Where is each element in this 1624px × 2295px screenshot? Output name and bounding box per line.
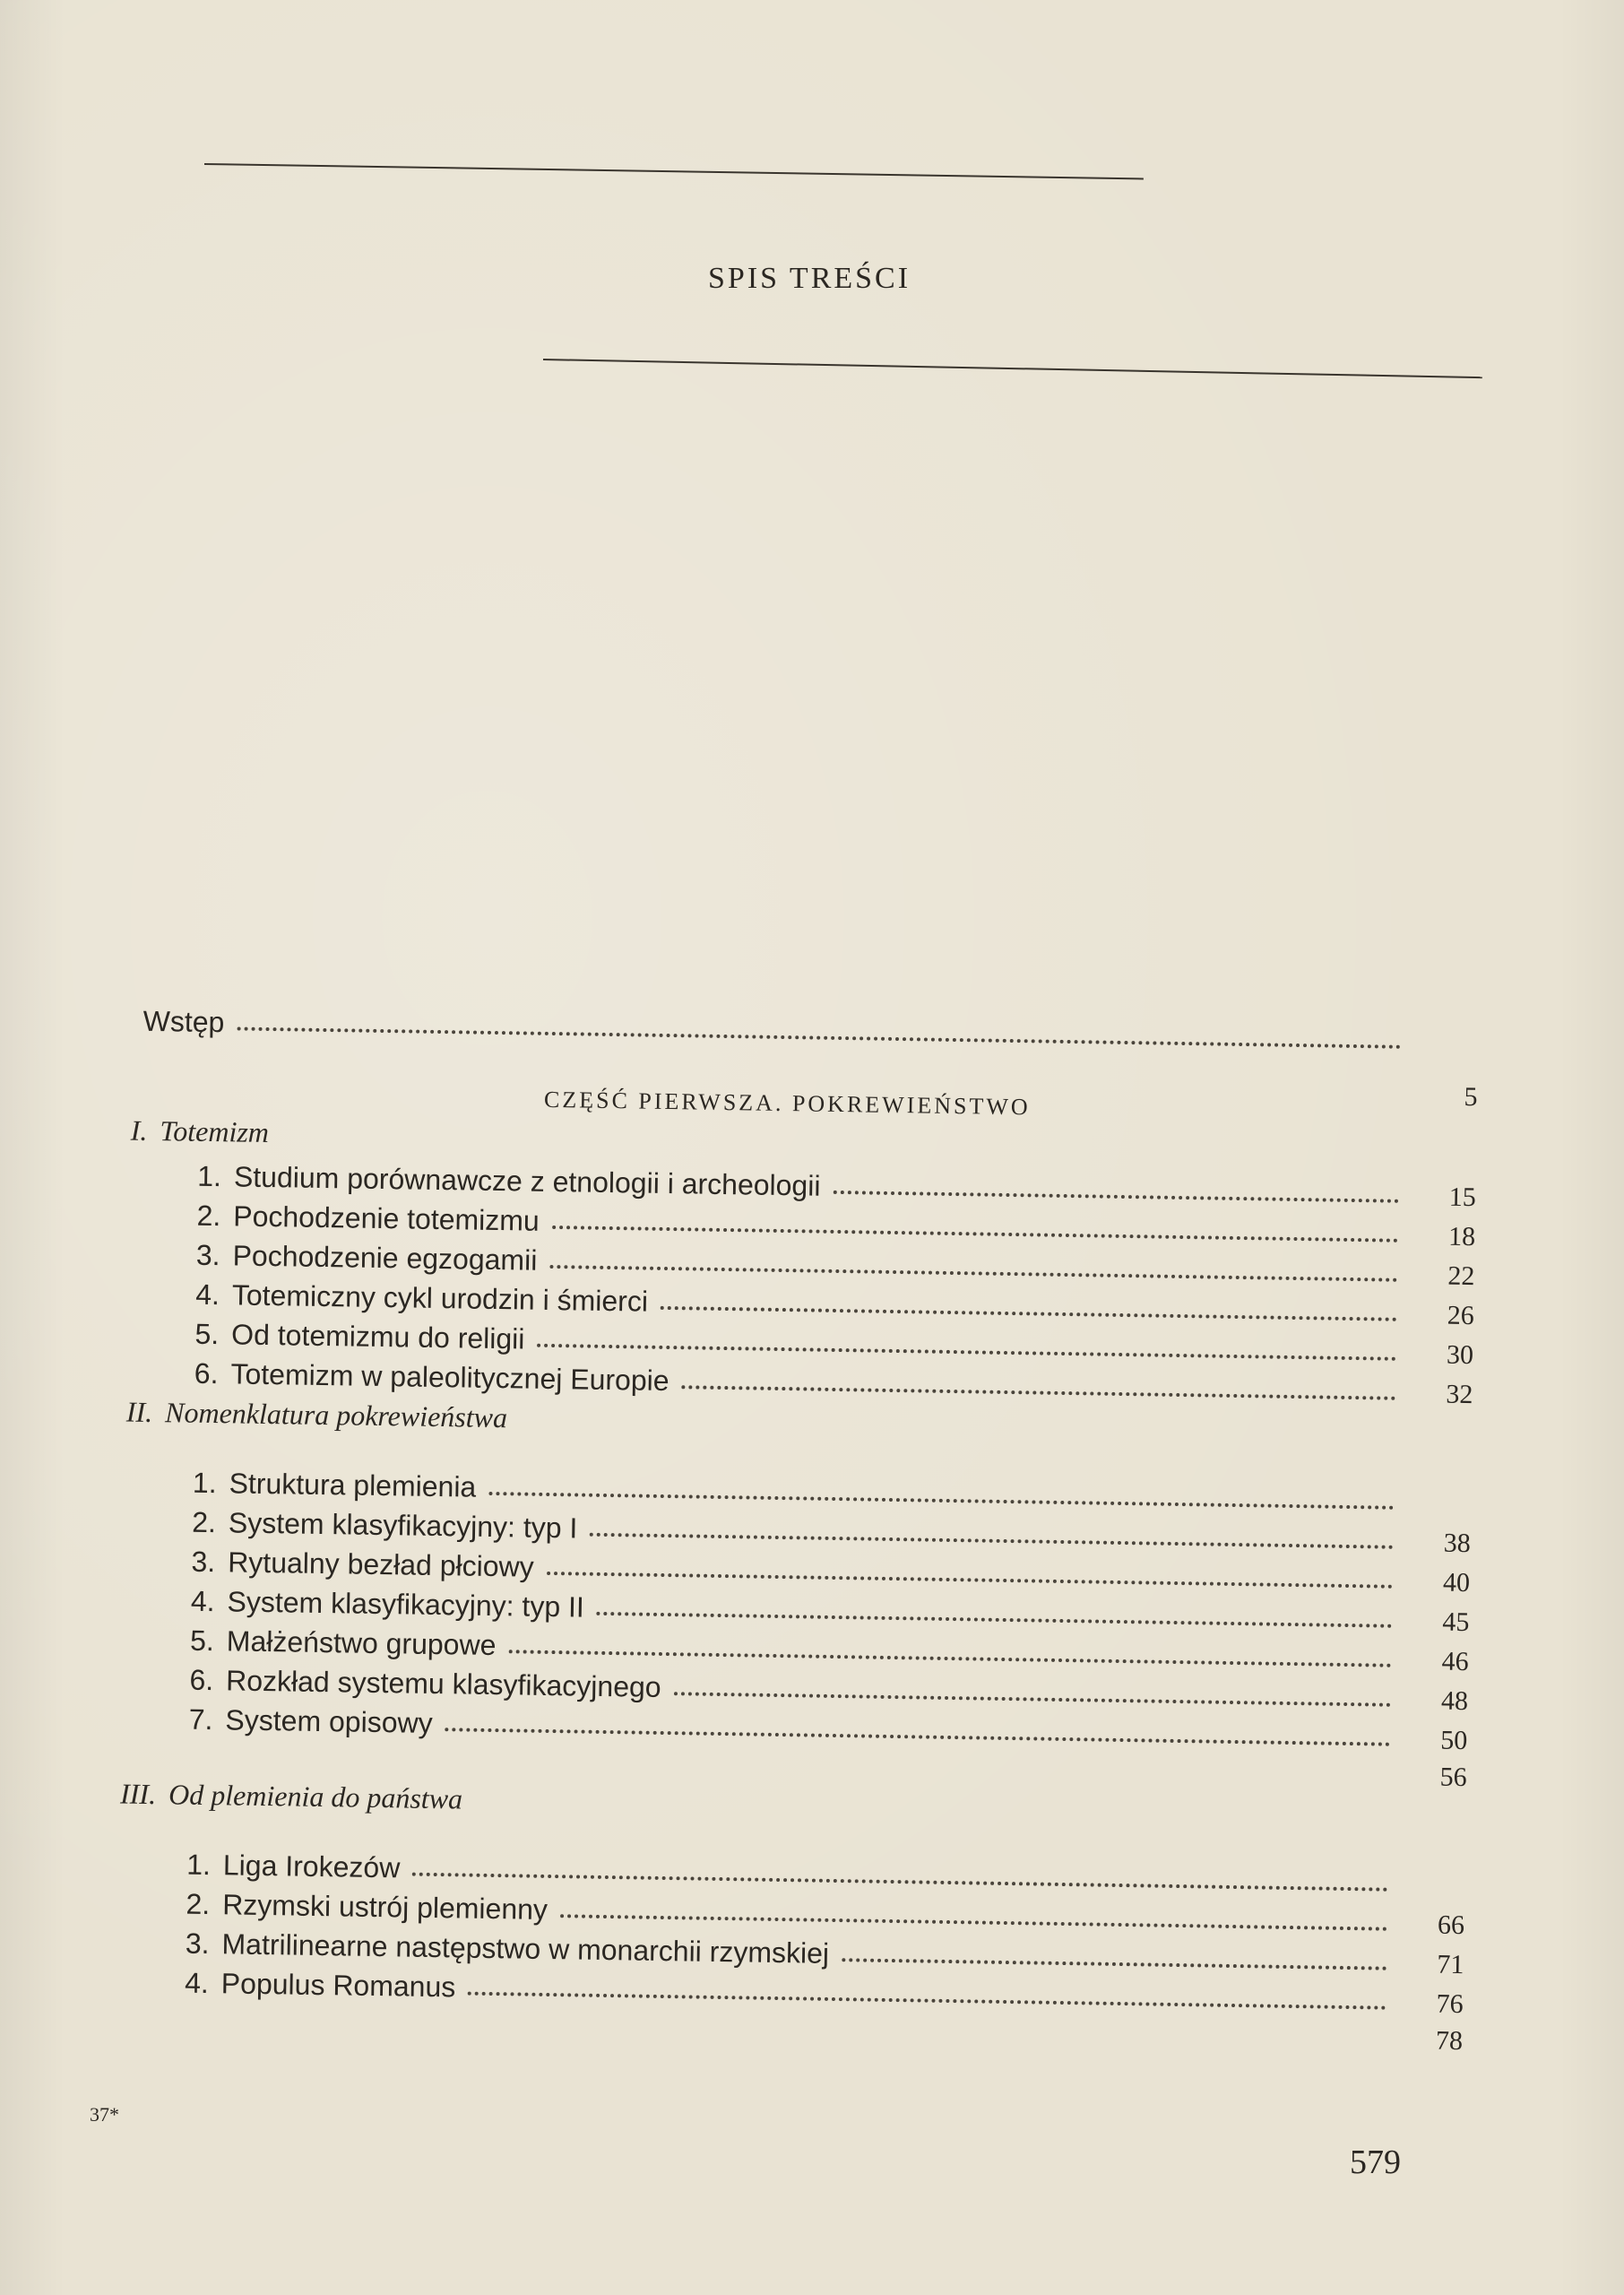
entry-number: 5.: [189, 1624, 215, 1658]
entry-page: 15: [1448, 1182, 1477, 1213]
entry-number: 4.: [184, 1966, 210, 2000]
entry-label: System klasyfikacyjny: typ II: [227, 1585, 585, 1624]
entry-number: 4.: [194, 1277, 220, 1312]
entry-number: 5.: [194, 1317, 220, 1351]
entry-label: Małżeństwo grupowe: [226, 1624, 497, 1662]
chapter-title: Nomenklatura pokrewieństwa: [164, 1396, 508, 1434]
leader-dots: [237, 1025, 1401, 1048]
leader-dots: [488, 1490, 1394, 1510]
entry-page: 48: [1440, 1685, 1469, 1717]
entry-page: 18: [1447, 1221, 1476, 1252]
bottom-rule: [543, 359, 1482, 378]
entry-label: System klasyfikacyjny: typ I: [228, 1506, 578, 1545]
entry-number: 3.: [191, 1545, 216, 1579]
leader-dots: [508, 1648, 1391, 1667]
page-number: 579: [1350, 2143, 1401, 2181]
chapter-number: I.: [130, 1113, 148, 1147]
leader-dots: [552, 1224, 1398, 1243]
entry-label: Rzymski ustrój plemienny: [221, 1888, 549, 1926]
chapter-number: II.: [125, 1395, 153, 1428]
part-heading: CZĘŚĆ PIERWSZA. POKREWIEŃSTWO: [543, 1086, 1031, 1121]
entry-label: Totemiczny cykl urodzin i śmierci: [231, 1278, 649, 1318]
entry-page: 32: [1446, 1379, 1473, 1410]
entry-label: Rozkład systemu klasyfikacyjnego: [225, 1664, 661, 1703]
trailing-page-value: 78: [1435, 2025, 1464, 2057]
entry-label: Matrilinearne następstwo w monarchii rzymskiej: [221, 1927, 830, 1970]
entry-number: 3.: [195, 1238, 220, 1272]
chapter-number: III.: [119, 1777, 157, 1811]
signature-mark: 37*: [90, 2103, 119, 2126]
leader-dots: [661, 1304, 1397, 1321]
intro-label: Wstęp: [143, 1004, 225, 1039]
entry-page: [1401, 1893, 1465, 1894]
entry-page: 26: [1447, 1300, 1474, 1331]
entry-label: Rytualny bezład płciowy: [227, 1546, 534, 1583]
entry-label: Pochodzenie totemizmu: [233, 1199, 540, 1237]
intro-page: 5: [1464, 1081, 1478, 1113]
entry-number: 2.: [186, 1887, 211, 1921]
entry-page: [1406, 1511, 1471, 1512]
entry-label: Studium porównawcze z etnologii i archeologii: [233, 1160, 821, 1202]
chapter-list: [82, 1113, 1477, 2062]
entry-page: 22: [1447, 1260, 1475, 1292]
entry-label: Totemizm w paleolitycznej Europie: [230, 1357, 669, 1398]
entry-page: 45: [1442, 1606, 1470, 1638]
top-rule: [204, 163, 1144, 179]
entry-number: 6.: [189, 1663, 214, 1697]
leader-dots: [673, 1690, 1390, 1707]
leader-dots: [681, 1383, 1395, 1400]
entry-page: 71: [1437, 1949, 1464, 1980]
entry-number: 2.: [191, 1505, 217, 1539]
entry-number: 7.: [188, 1702, 213, 1736]
entry-number: 6.: [194, 1356, 219, 1390]
leader-dots: [842, 1956, 1386, 1970]
entry-page: 50: [1440, 1725, 1468, 1756]
entry-number: 1.: [186, 1848, 212, 1882]
leader-dots: [445, 1726, 1390, 1746]
table-of-contents: [82, 1004, 1479, 2062]
chapter-title: Totemizm: [160, 1114, 270, 1148]
entry-label: Struktura plemienia: [229, 1467, 477, 1503]
entry-number: 3.: [185, 1927, 210, 1961]
leader-dots: [590, 1531, 1394, 1549]
entry-page: 76: [1436, 1988, 1464, 2020]
entry-page: 38: [1443, 1528, 1471, 1559]
entry-label: Od totemizmu do religii: [230, 1318, 525, 1355]
entry-label: System opisowy: [225, 1703, 433, 1739]
leader-dots: [412, 1871, 1388, 1892]
entry-number: 1.: [192, 1466, 217, 1500]
trailing-page-value: 56: [1439, 1762, 1467, 1793]
entry-page: 30: [1446, 1339, 1474, 1371]
entry-label: Liga Irokezów: [222, 1849, 401, 1884]
leader-dots: [597, 1610, 1393, 1628]
entry-page: 66: [1437, 1910, 1465, 1941]
leader-dots: [547, 1570, 1393, 1589]
chapter-title: Od plemienia do państwa: [168, 1778, 463, 1815]
leader-dots: [560, 1912, 1387, 1931]
entry-page: 46: [1441, 1646, 1469, 1677]
leader-dots: [549, 1263, 1397, 1282]
entry-number: 4.: [190, 1584, 215, 1618]
entry-number: 1.: [197, 1159, 222, 1193]
entry-page: 40: [1442, 1567, 1471, 1598]
page-title: SPIS TREŚCI: [708, 262, 911, 295]
leader-dots: [833, 1189, 1398, 1203]
leader-dots: [537, 1342, 1396, 1361]
entry-number: 2.: [196, 1199, 221, 1233]
entry-label: Populus Romanus: [220, 1967, 456, 2004]
leader-dots: [468, 1990, 1386, 2010]
entry-label: Pochodzenie egzogamii: [232, 1239, 538, 1277]
